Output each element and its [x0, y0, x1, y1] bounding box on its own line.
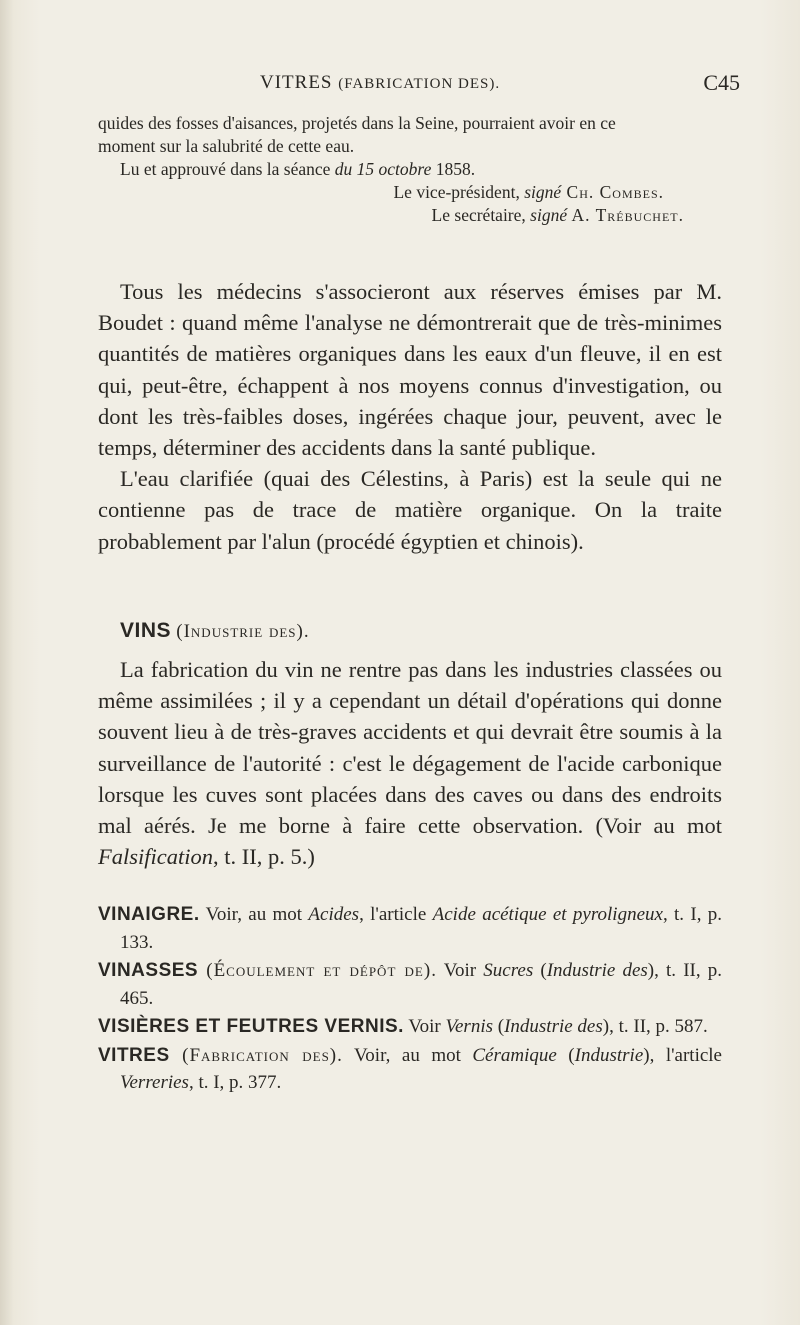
paragraph-eau: L'eau clarifiée (quai des Célestins, à Paris) est la seule qui ne contienne pas de trace de matière organique. On la traite probablement par l'alun (procédé égyptien et chinois). — [98, 466, 722, 554]
text-line: quides des fosses d'aisances, projetés dans la Seine, pourraient avoir en ce — [98, 113, 616, 133]
vice-president-signature: Le vice-président, signé Ch. Combes. — [393, 182, 664, 202]
page-number: C45 — [703, 70, 740, 95]
entry-vitres: VITRES (Fabrication des). Voir, au mot Céramique (Industrie), l'article Verreries, t. I, p. 377. — [98, 1044, 722, 1093]
entry-vinasses: VINASSES (Écoulement et dépôt de). Voir Sucres (Industrie des), t. II, p. 465. — [98, 960, 722, 1009]
reserves-section — [98, 276, 722, 557]
secretary-signature: Le secrétaire, signé A. Trébuchet. — [431, 205, 684, 225]
entry-visieres: VISIÈRES ET FEUTRES VERNIS. Voir Vernis (Industrie des), t. II, p. 587. — [98, 1016, 708, 1037]
text-line: moment sur la salubrité de cette eau. — [98, 136, 355, 156]
paragraph-vins: La fabrication du vin ne rentre pas dans les industries classées ou même assimilées ; il y a cependant un détail d'opérations qui donne souvent lieu à de très-graves accidents et qui devrait être soumis à la surveillance de l'autorité : c'est le dégagement de l'acide carbonique lorsque les cuves sont placées dans des caves ou dans des endroits mal aérés. Je me borne à faire cette observation. (Voir au mot Falsification, t. II, p. 5.) — [98, 657, 722, 870]
top-paragraph — [98, 112, 722, 227]
vins-section — [98, 654, 722, 872]
approval-line: Lu et approuvé dans la séance du 15 octobre 1858. — [120, 159, 476, 179]
running-header — [70, 70, 740, 102]
index-entries — [98, 901, 722, 1098]
running-title: VITRES (FABRICATION DES). — [260, 72, 501, 93]
vins-heading: VINS (Industrie des). — [120, 619, 310, 642]
entry-vinaigre: VINAIGRE. Voir, au mot Acides, l'article Acide acétique et pyroligneux, t. I, p. 133. — [98, 904, 723, 953]
paragraph-reserves: Tous les médecins s'associeront aux réserves émises par M. Boudet : quand même l'analyse ne démontrerait que de très-minimes quantités de matières organiques dans les eaux d'un fleuve, il en est qui, peut-être, échappent à nos moyens connus d'investigation, ou dont les très-faibles doses, ingérées chaque jour, peuvent, avec le temps, déterminer des accidents dans la santé publique. — [98, 279, 722, 461]
